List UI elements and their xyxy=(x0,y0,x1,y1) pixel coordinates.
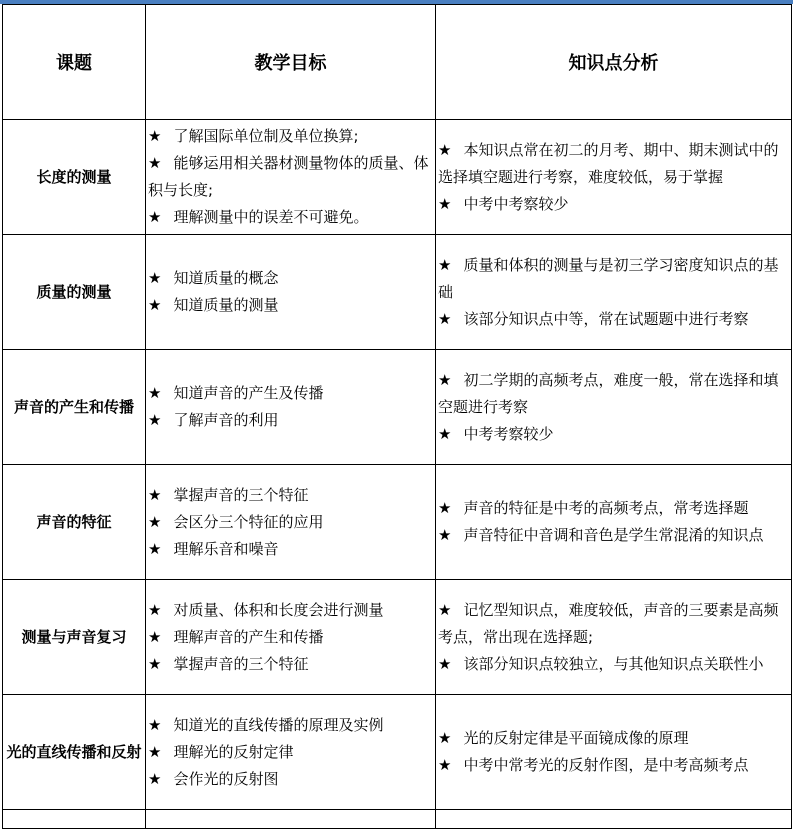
goal-item xyxy=(148,766,433,793)
analysis-item xyxy=(438,651,789,678)
star-icon: ★ xyxy=(148,269,162,287)
goal-text: 知道质量的测量 xyxy=(173,296,279,314)
analysis-item xyxy=(438,495,789,522)
goal-text: 掌握声音的三个特征 xyxy=(173,485,309,504)
goal-item xyxy=(148,597,433,624)
analysis-text: 记忆型知识点，难度较低，声音的三要素是高频考点，常出现在选择题; xyxy=(438,600,779,646)
star-icon: ★ xyxy=(148,654,162,673)
goal-item xyxy=(148,624,433,651)
table-row xyxy=(3,695,792,810)
star-icon: ★ xyxy=(148,600,162,619)
star-icon: ★ xyxy=(148,715,162,734)
goal-text: 知道光的直线传播的原理及实例 xyxy=(173,715,384,734)
goal-item xyxy=(148,712,433,739)
header-row xyxy=(3,5,792,120)
star-icon: ★ xyxy=(148,485,162,504)
analysis-item xyxy=(438,137,789,191)
analysis-cell xyxy=(436,465,792,580)
star-icon: ★ xyxy=(438,729,452,747)
goal-item xyxy=(148,292,433,319)
analysis-item xyxy=(438,252,789,306)
table-row xyxy=(3,235,792,350)
table-row xyxy=(3,120,792,235)
table-row xyxy=(3,580,792,695)
header-analysis: 知识点分析 xyxy=(436,5,792,120)
star-icon: ★ xyxy=(148,627,162,646)
goal-item xyxy=(148,265,433,292)
goal-cell xyxy=(146,465,436,580)
goal-item xyxy=(148,380,433,407)
goal-item xyxy=(148,407,433,434)
topic-cell: 质量的测量 xyxy=(3,235,146,350)
star-icon: ★ xyxy=(438,309,452,328)
analysis-item xyxy=(438,306,789,333)
analysis-text: 质量和体积的测量与是初三学习密度知识点的基础 xyxy=(438,255,779,301)
goal-item xyxy=(148,150,433,204)
analysis-item xyxy=(438,522,789,549)
header-goal: 教学目标 xyxy=(146,5,436,120)
analysis-text: 中考中常考光的反射作图，是中考高频考点 xyxy=(463,756,749,774)
star-icon: ★ xyxy=(148,208,162,226)
goal-item xyxy=(148,123,433,150)
goal-text: 理解光的反射定律 xyxy=(173,742,294,761)
goal-text: 知道质量的概念 xyxy=(173,269,279,287)
analysis-cell xyxy=(436,120,792,235)
analysis-text: 本知识点常在初二的月考、期中、期末测试中的选择填空题进行考察，难度较低，易于掌握 xyxy=(438,140,779,186)
goal-cell xyxy=(146,235,436,350)
star-icon: ★ xyxy=(438,756,452,774)
star-icon: ★ xyxy=(148,296,162,314)
star-icon: ★ xyxy=(148,384,162,402)
goal-text: 会区分三个特征的应用 xyxy=(173,512,324,531)
goal-text: 对质量、体积和长度会进行测量 xyxy=(173,600,384,619)
goal-item xyxy=(148,651,433,678)
goal-text: 理解乐音和噪音 xyxy=(173,539,279,558)
star-icon: ★ xyxy=(438,194,452,213)
topic-cell: 声音的特征 xyxy=(3,465,146,580)
empty-cell xyxy=(3,810,146,829)
analysis-cell xyxy=(436,235,792,350)
goal-text: 理解声音的产生和传播 xyxy=(173,627,324,646)
star-icon: ★ xyxy=(438,370,452,389)
topic-cell: 声音的产生和传播 xyxy=(3,350,146,465)
table-row-partial xyxy=(3,810,792,829)
goal-text: 会作光的反射图 xyxy=(173,769,279,788)
star-icon: ★ xyxy=(148,769,162,788)
goal-cell xyxy=(146,120,436,235)
analysis-cell xyxy=(436,580,792,695)
analysis-text: 光的反射定律是平面镜成像的原理 xyxy=(463,729,689,747)
goal-item xyxy=(148,204,433,231)
star-icon: ★ xyxy=(148,742,162,761)
goal-text: 知道声音的产生及传播 xyxy=(173,384,324,402)
topic-cell: 光的直线传播和反射 xyxy=(3,695,146,810)
goal-text: 能够运用相关器材测量物体的质量、体积与长度; xyxy=(148,154,429,199)
empty-cell xyxy=(146,810,436,829)
analysis-text: 中考考察较少 xyxy=(463,424,554,443)
goal-text: 了解声音的利用 xyxy=(173,411,279,429)
analysis-item xyxy=(438,597,789,651)
goal-item xyxy=(148,482,433,509)
analysis-cell xyxy=(436,695,792,810)
analysis-text: 声音特征中音调和音色是学生常混淆的知识点 xyxy=(463,526,764,544)
star-icon: ★ xyxy=(438,600,452,619)
goal-item xyxy=(148,536,433,563)
empty-cell xyxy=(436,810,792,829)
star-icon: ★ xyxy=(148,539,162,558)
analysis-text: 中考中考察较少 xyxy=(463,194,569,213)
lesson-table xyxy=(2,4,792,829)
analysis-item xyxy=(438,421,789,448)
goal-text: 了解国际单位制及单位换算; xyxy=(173,127,359,145)
star-icon: ★ xyxy=(438,255,452,274)
goal-cell xyxy=(146,695,436,810)
analysis-text: 初二学期的高频考点，难度一般，常在选择和填空题进行考察 xyxy=(438,370,779,416)
star-icon: ★ xyxy=(438,499,452,517)
goal-item xyxy=(148,509,433,536)
analysis-text: 该部分知识点中等，常在试题题中进行考察 xyxy=(463,309,749,328)
analysis-text: 声音的特征是中考的高频考点，常考选择题 xyxy=(463,499,749,517)
goal-cell xyxy=(146,350,436,465)
topic-cell: 测量与声音复习 xyxy=(3,580,146,695)
analysis-item xyxy=(438,752,789,779)
star-icon: ★ xyxy=(438,654,452,673)
star-icon: ★ xyxy=(148,154,162,172)
star-icon: ★ xyxy=(148,127,162,145)
topic-cell: 长度的测量 xyxy=(3,120,146,235)
star-icon: ★ xyxy=(438,424,452,443)
table-row xyxy=(3,350,792,465)
analysis-item xyxy=(438,725,789,752)
header-topic: 课题 xyxy=(3,5,146,120)
star-icon: ★ xyxy=(438,140,452,159)
analysis-cell xyxy=(436,350,792,465)
star-icon: ★ xyxy=(148,411,162,429)
star-icon: ★ xyxy=(438,526,452,544)
goal-cell xyxy=(146,580,436,695)
analysis-text: 该部分知识点较独立，与其他知识点关联性小 xyxy=(463,654,764,673)
goal-item xyxy=(148,739,433,766)
goal-text: 理解测量中的误差不可避免。 xyxy=(173,208,369,226)
analysis-item xyxy=(438,191,789,218)
star-icon: ★ xyxy=(148,512,162,531)
table-row xyxy=(3,465,792,580)
goal-text: 掌握声音的三个特征 xyxy=(173,654,309,673)
analysis-item xyxy=(438,367,789,421)
